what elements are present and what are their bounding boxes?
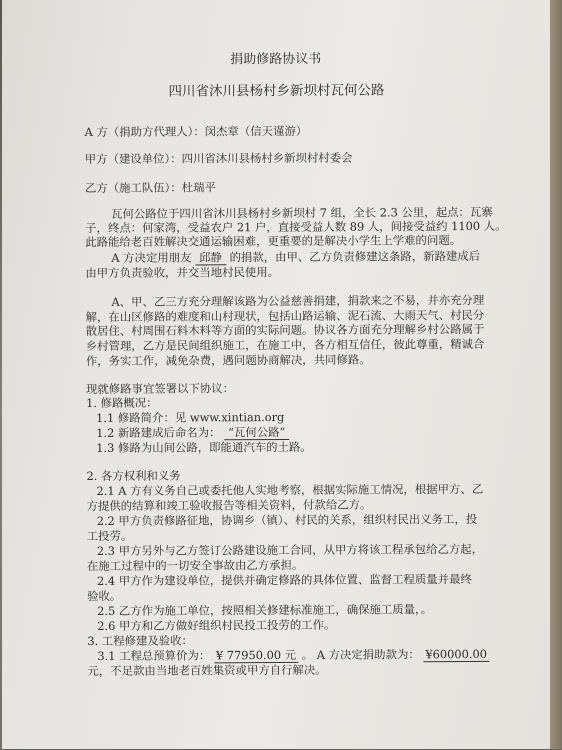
- donation-text-post: 的捐款，由甲、乙方负责修建这条路，新路建成后: [229, 248, 481, 265]
- clause-1-3: 1.3 修路为山间公路，即能通汽车的土路。: [96, 439, 312, 455]
- clause-3-1-line: [97, 647, 489, 664]
- understanding-paragraph-line: 乡村管理，乙方是民间组织施工，在施工中，各方相互信任，彼此尊重，精诚合: [85, 336, 485, 354]
- intro-paragraph-line: 瓦何公路位于四川省沐川县杨村乡新坝村 7 组，全长 2.3 公里，起点：瓦寨: [111, 204, 493, 221]
- paper-sheet: [2, 0, 550, 749]
- understanding-paragraph-line: A、甲、乙三方充分理解该路为公益慈善捐建，捐款来之不易，并亦充分理: [111, 292, 485, 309]
- donation-paragraph-line: 由甲方负责验收，并交当地村民使用。: [85, 265, 280, 281]
- document-subtitle: 四川省沐川县杨村乡新坝村瓦何公路: [168, 82, 385, 100]
- clause-2-5: 2.5 乙方作为施工单位，按照相关修建标准施工，确保施工质量，。: [97, 602, 433, 618]
- donor-name: 邱静: [195, 250, 226, 265]
- budget-amount: ¥ 77950.00 元: [214, 648, 298, 663]
- background-edge: [550, 0, 562, 749]
- clause-2-4-line: 验收。: [87, 588, 122, 604]
- party-yi-contractor: 乙方（施工队伍）：杜瑞平: [84, 180, 216, 196]
- donation-amount: ¥60000.00: [423, 647, 489, 662]
- understanding-paragraph-line: 作，务实工作，减免杂费，遇问题协商解决，共同修路。: [85, 352, 371, 369]
- donation-paragraph-line: [111, 249, 480, 266]
- clause-2-4-line: 2.4 甲方作为建设单位，提供并确定修路的具体位置、监督工程质量并最终: [96, 572, 472, 588]
- clause-3-1-mid: 。 A 方决定捐助款为：: [301, 647, 420, 662]
- clause-1-2: [96, 425, 289, 441]
- clause-2-2-line: 工投劳。: [86, 528, 133, 544]
- clause-2-6: 2.6 甲方和乙方做好组织村民投工投劳的工作。: [97, 617, 336, 633]
- understanding-paragraph-line: 解，在山区修路的难度和山村现状，包括山路运输、泥石流、大雨天气、村民分: [85, 307, 485, 325]
- clause-3-1-line: 元，不足款由当地老百姓集资或甲方自行解决。: [87, 662, 327, 679]
- understanding-paragraph-line: 散居住、村周围石料木料等方面的实际问题。协议各方面充分理解乡村公路属于: [85, 321, 485, 339]
- intro-paragraph-line: 子，终点：何家湾，受益农户 21 户，直接受益人数 89 人，间接受益约 1100 人。: [85, 218, 507, 236]
- document-title: 捐助修路协议书: [230, 51, 322, 68]
- party-a-representative: A 方（捐助方代理人）：闵杰章（信天谨游）: [84, 123, 308, 140]
- agreement-document: [2, 0, 554, 750]
- section-3-title: 3. 工程修建及验收：: [87, 633, 193, 649]
- donation-text-pre: A 方决定用朋友: [111, 250, 192, 265]
- clause-1-1: 1.1 修路简介：见 www.xintian.org: [96, 409, 285, 425]
- agreement-intro: 现就修路事宜签署以下协议：: [85, 381, 235, 397]
- road-name: “瓦何公路”: [224, 425, 289, 440]
- section-1-title: 1. 修路概况：: [86, 395, 158, 411]
- clause-2-3-line: 在施工过程中的一切安全事故由乙方承担。: [86, 557, 304, 574]
- clause-2-1-line: 2.1 A 方有义务自己或委托他人实地考察，根据实际施工情况，根据甲方、乙: [96, 481, 484, 498]
- intro-paragraph-line: 此路能给老百姓解决交通运输困难，更重要的是解决小学生上学难的问题。: [85, 233, 462, 250]
- clause-3-1-label: 3.1 工程总预算价为：: [97, 648, 211, 663]
- party-jia-builder: 甲方（建设单位）：四川省沐川县杨村乡新坝村村委会: [84, 150, 353, 167]
- clause-2-1-line: 方提供的结算和竣工验收报告等相关资料，付款给乙方。: [86, 497, 372, 514]
- clause-1-2-label: 1.2 新路建成后命名为：: [96, 425, 221, 440]
- clause-2-2-line: 2.2 甲方负责修路征地，协调乡（镇）、村民的关系，组织村民出义务工，投: [96, 511, 478, 528]
- clause-2-3-line: 2.3 甲方另外与乙方签订公路建设施工合同，从甲方将该工程承包给乙方起，: [96, 541, 484, 558]
- section-2-title: 2. 各方权利和义务: [86, 468, 181, 484]
